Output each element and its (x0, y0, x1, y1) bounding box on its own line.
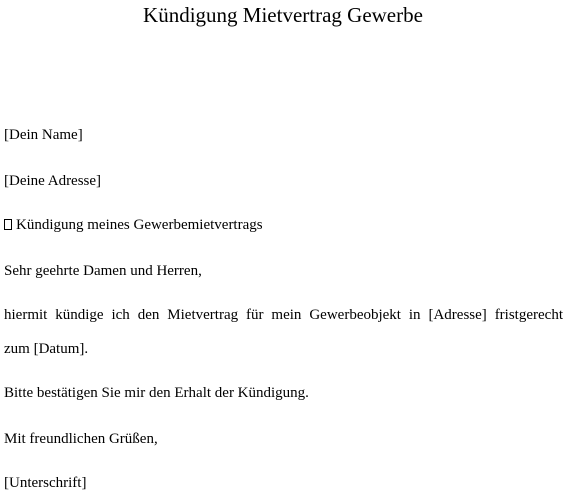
subject-text: Kündigung meines Gewerbemietvertrags (16, 217, 263, 233)
body-line-2: zum [Datum]. (4, 341, 89, 357)
missing-glyph-icon (4, 219, 12, 230)
sender-address: [Deine Adresse] (4, 173, 102, 189)
salutation: Sehr geehrte Damen und Herren, (4, 263, 202, 279)
body-line-1: hiermit kündige ich den Mietvertrag für mein Gewerbeobjekt in [Adresse] fristgerecht (4, 307, 563, 323)
sender-name: [Dein Name] (4, 127, 83, 143)
closing-line: Mit freundlichen Grüßen, (4, 431, 158, 447)
subject-line (4, 216, 263, 234)
signature-placeholder: [Unterschrift] (4, 475, 87, 491)
document-title: Kündigung Mietvertrag Gewerbe (143, 3, 423, 27)
request-line: Bitte bestätigen Sie mir den Erhalt der Kündigung. (4, 385, 309, 401)
